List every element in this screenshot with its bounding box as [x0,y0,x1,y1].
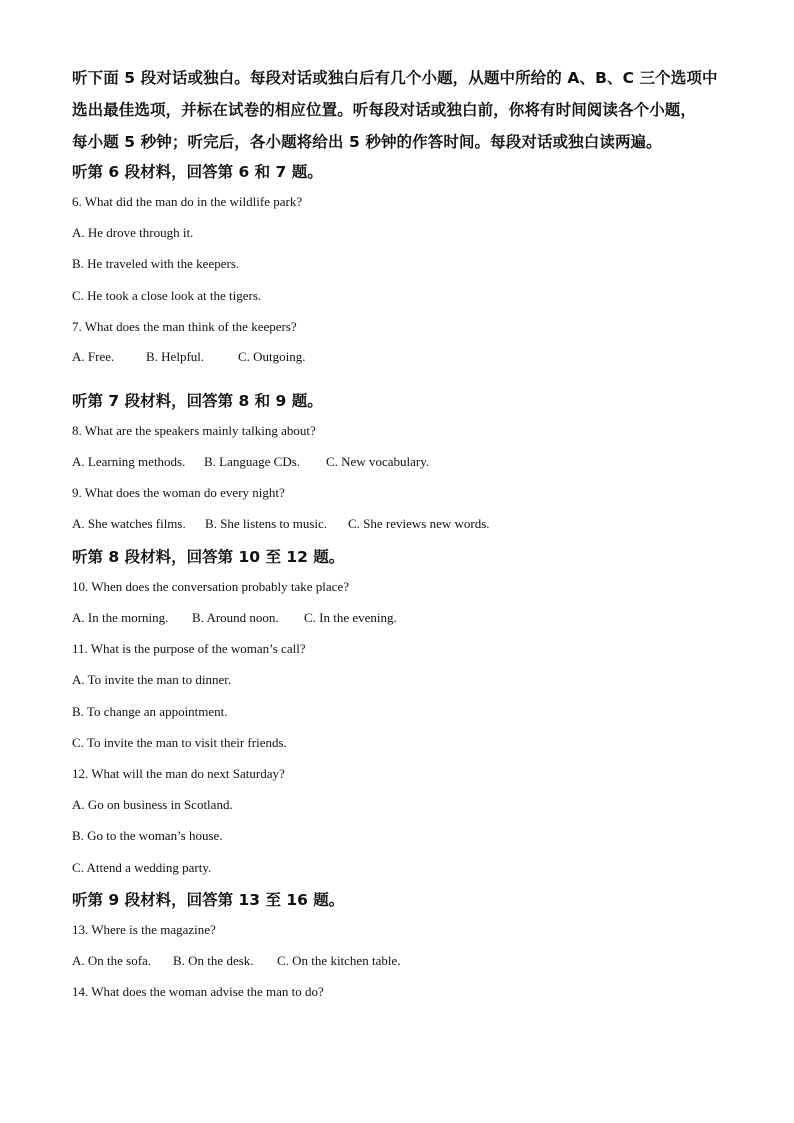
question-7-option-b: B. Helpful. [146,349,205,364]
question-11: 11. What is the purpose of the woman’s call? [72,641,306,656]
question-8-option-c: C. New vocabulary. [326,454,430,469]
question-7: 7. What does the man think of the keepers? [72,319,297,334]
question-10-options [72,610,397,626]
question-7-options [72,349,306,365]
instructions-line-2: 选出最佳选项，并标在试卷的相应位置。听每段对话或独白前，你将有时间阅读各个小题， [72,101,697,119]
section-heading-7: 听第 7 段材料，回答第 8 和 9 题。 [72,392,323,410]
question-8-option-b: B. Language CDs. [204,454,301,469]
question-7-option-c: C. Outgoing. [238,349,306,364]
question-11-option-b: B. To change an appointment. [72,704,228,719]
question-10-option-a: A. In the morning. [72,610,169,625]
question-13-option-c: C. On the kitchen table. [277,953,401,968]
question-13-option-a: A. On the sofa. [72,953,152,968]
question-10: 10. When does the conversation probably take place? [72,579,349,594]
instructions-line-1: 听下面 5 段对话或独白。每段对话或独白后有几个小题，从题中所给的 A、B、C 三个选项中 [72,69,718,87]
question-9: 9. What does the woman do every night? [72,485,285,500]
question-8: 8. What are the speakers mainly talking about? [72,423,316,438]
question-11-option-a: A. To invite the man to dinner. [72,672,232,687]
question-7-option-a: A. Free. [72,349,115,364]
section-heading-9: 听第 9 段材料，回答第 13 至 16 题。 [72,891,345,909]
question-6-option-b: B. He traveled with the keepers. [72,256,240,271]
instructions-line-3: 每小题 5 秒钟；听完后，各小题将给出 5 秒钟的作答时间。每段对话或独白读两遍。 [72,133,662,151]
question-12-option-b: B. Go to the woman’s house. [72,828,223,843]
question-10-option-c: C. In the evening. [304,610,397,625]
question-13-option-b: B. On the desk. [173,953,254,968]
question-9-options [72,516,490,532]
question-9-option-a: A. She watches films. [72,516,186,531]
question-12-option-a: A. Go on business in Scotland. [72,797,233,812]
question-14: 14. What does the woman advise the man to do? [72,984,324,999]
question-8-options [72,454,429,470]
section-heading-8: 听第 8 段材料，回答第 10 至 12 题。 [72,548,345,566]
question-11-option-c: C. To invite the man to visit their friends. [72,735,287,750]
question-12: 12. What will the man do next Saturday? [72,766,285,781]
question-13-options [72,953,400,969]
question-12-option-c: C. Attend a wedding party. [72,860,212,875]
question-13: 13. Where is the magazine? [72,922,216,937]
question-9-option-b: B. She listens to music. [205,516,328,531]
question-9-option-c: C. She reviews new words. [348,516,490,531]
question-8-option-a: A. Learning methods. [72,454,186,469]
question-10-option-b: B. Around noon. [192,610,279,625]
question-6-option-a: A. He drove through it. [72,225,194,240]
question-6: 6. What did the man do in the wildlife park? [72,194,303,209]
section-heading-6: 听第 6 段材料，回答第 6 和 7 题。 [72,163,323,181]
question-6-option-c: C. He took a close look at the tigers. [72,288,262,303]
